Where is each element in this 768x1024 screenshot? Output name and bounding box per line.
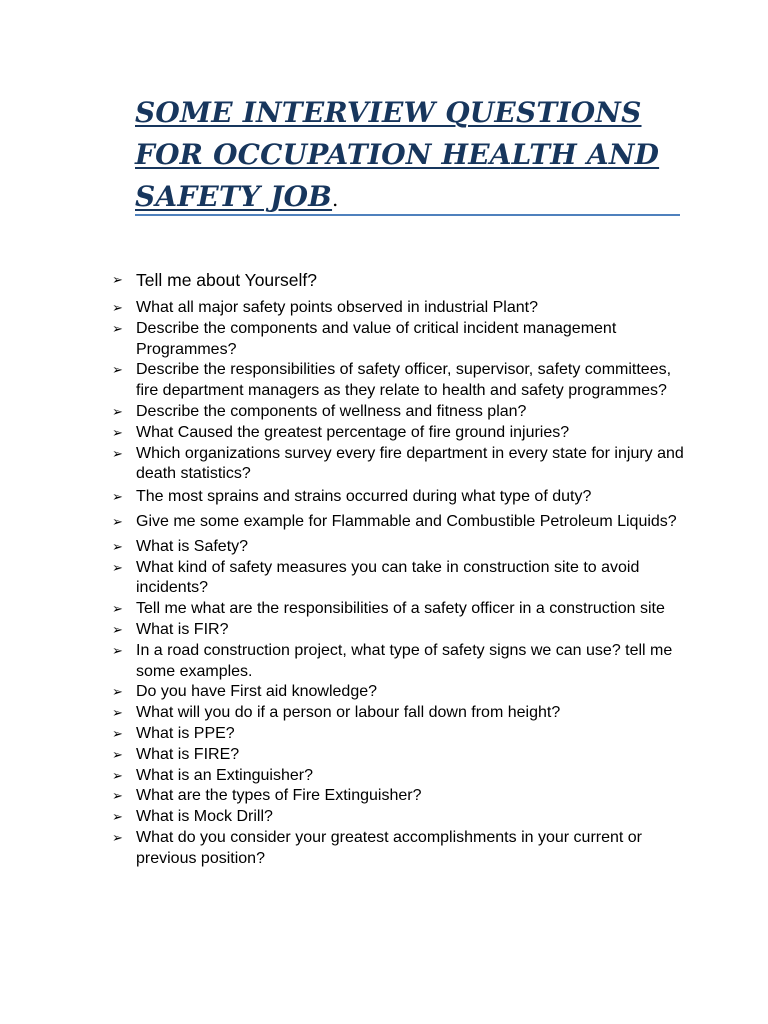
list-item <box>112 402 692 423</box>
title-period: . <box>332 187 339 211</box>
arrow-bullet-icon: ➢ <box>112 424 123 440</box>
arrow-bullet-icon: ➢ <box>112 362 123 378</box>
question-text: Give me some example for Flammable and Combustible Petroleum Liquids? <box>136 512 677 530</box>
list-item <box>112 641 692 683</box>
arrow-bullet-icon: ➢ <box>112 829 123 845</box>
list-item <box>112 766 692 787</box>
arrow-bullet-icon: ➢ <box>112 538 123 554</box>
title-divider <box>135 214 680 216</box>
list-item <box>112 599 692 620</box>
list-item <box>112 786 692 807</box>
arrow-bullet-icon: ➢ <box>112 725 123 741</box>
question-text: What is Safety? <box>136 537 249 555</box>
question-list <box>112 268 692 870</box>
question-text: What is FIRE? <box>136 745 240 763</box>
title-block <box>135 92 680 220</box>
arrow-bullet-icon: ➢ <box>112 320 123 336</box>
list-item <box>112 724 692 745</box>
title-text: SOME INTERVIEW QUESTIONS FOR OCCUPATION HEALTH AND SAFETY JOB <box>135 96 660 213</box>
arrow-bullet-icon: ➢ <box>112 489 123 505</box>
question-text: What are the types of Fire Extinguisher? <box>136 787 422 805</box>
question-text: What Caused the greatest percentage of fire ground injuries? <box>136 423 570 441</box>
arrow-bullet-icon: ➢ <box>112 746 123 762</box>
question-text: What all major safety points observed in industrial Plant? <box>136 299 538 316</box>
list-item <box>112 319 692 361</box>
list-item <box>112 268 692 292</box>
question-text: What do you consider your greatest accomplishments in your current or previous position? <box>136 828 643 867</box>
question-text: Tell me about Yourself? <box>136 270 317 290</box>
list-item <box>112 558 692 600</box>
question-text: What is FIR? <box>136 620 229 638</box>
list-item <box>112 487 692 508</box>
arrow-bullet-icon: ➢ <box>112 642 123 658</box>
question-text: Describe the components of wellness and fitness plan? <box>136 402 527 420</box>
question-text: In a road construction project, what type of safety signs we can use? tell me some examples. <box>136 641 673 680</box>
question-text: Describe the responsibilities of safety officer, supervisor, safety committees, fire department managers as they relate to health and safety programmes? <box>136 361 672 400</box>
list-item <box>112 444 692 486</box>
list-item <box>112 828 692 870</box>
question-text: What is Mock Drill? <box>136 808 273 826</box>
list-item <box>112 423 692 444</box>
question-text: Tell me what are the responsibilities of a safety officer in a construction site <box>136 600 665 618</box>
question-text: Describe the components and value of critical incident management Programmes? <box>136 319 617 358</box>
question-text: The most sprains and strains occurred during what type of duty? <box>136 488 592 506</box>
question-text: Which organizations survey every fire department in every state for injury and death statistics? <box>136 444 684 483</box>
arrow-bullet-icon: ➢ <box>112 601 123 617</box>
arrow-bullet-icon: ➢ <box>112 300 123 315</box>
arrow-bullet-icon: ➢ <box>112 809 123 825</box>
arrow-bullet-icon: ➢ <box>112 403 123 419</box>
arrow-bullet-icon: ➢ <box>112 767 123 783</box>
question-text: What is PPE? <box>136 724 235 742</box>
question-text: Do you have First aid knowledge? <box>136 683 378 701</box>
list-item <box>112 298 692 319</box>
list-item <box>112 745 692 766</box>
list-item <box>112 360 692 402</box>
arrow-bullet-icon: ➢ <box>112 788 123 804</box>
arrow-bullet-icon: ➢ <box>112 559 123 575</box>
arrow-bullet-icon: ➢ <box>112 621 123 637</box>
arrow-bullet-icon: ➢ <box>112 445 123 461</box>
arrow-bullet-icon: ➢ <box>112 684 123 700</box>
question-text: What kind of safety measures you can take in construction site to avoid incidents? <box>136 558 640 597</box>
list-item <box>112 703 692 724</box>
question-text: What is an Extinguisher? <box>136 766 313 784</box>
question-text: What will you do if a person or labour fall down from height? <box>136 704 561 722</box>
list-item <box>112 512 692 533</box>
list-item <box>112 682 692 703</box>
page-title <box>135 92 680 220</box>
arrow-bullet-icon: ➢ <box>112 705 123 721</box>
arrow-bullet-icon: ➢ <box>112 272 123 287</box>
list-item <box>112 807 692 828</box>
list-item <box>112 620 692 641</box>
list-item <box>112 537 692 558</box>
arrow-bullet-icon: ➢ <box>112 513 123 529</box>
